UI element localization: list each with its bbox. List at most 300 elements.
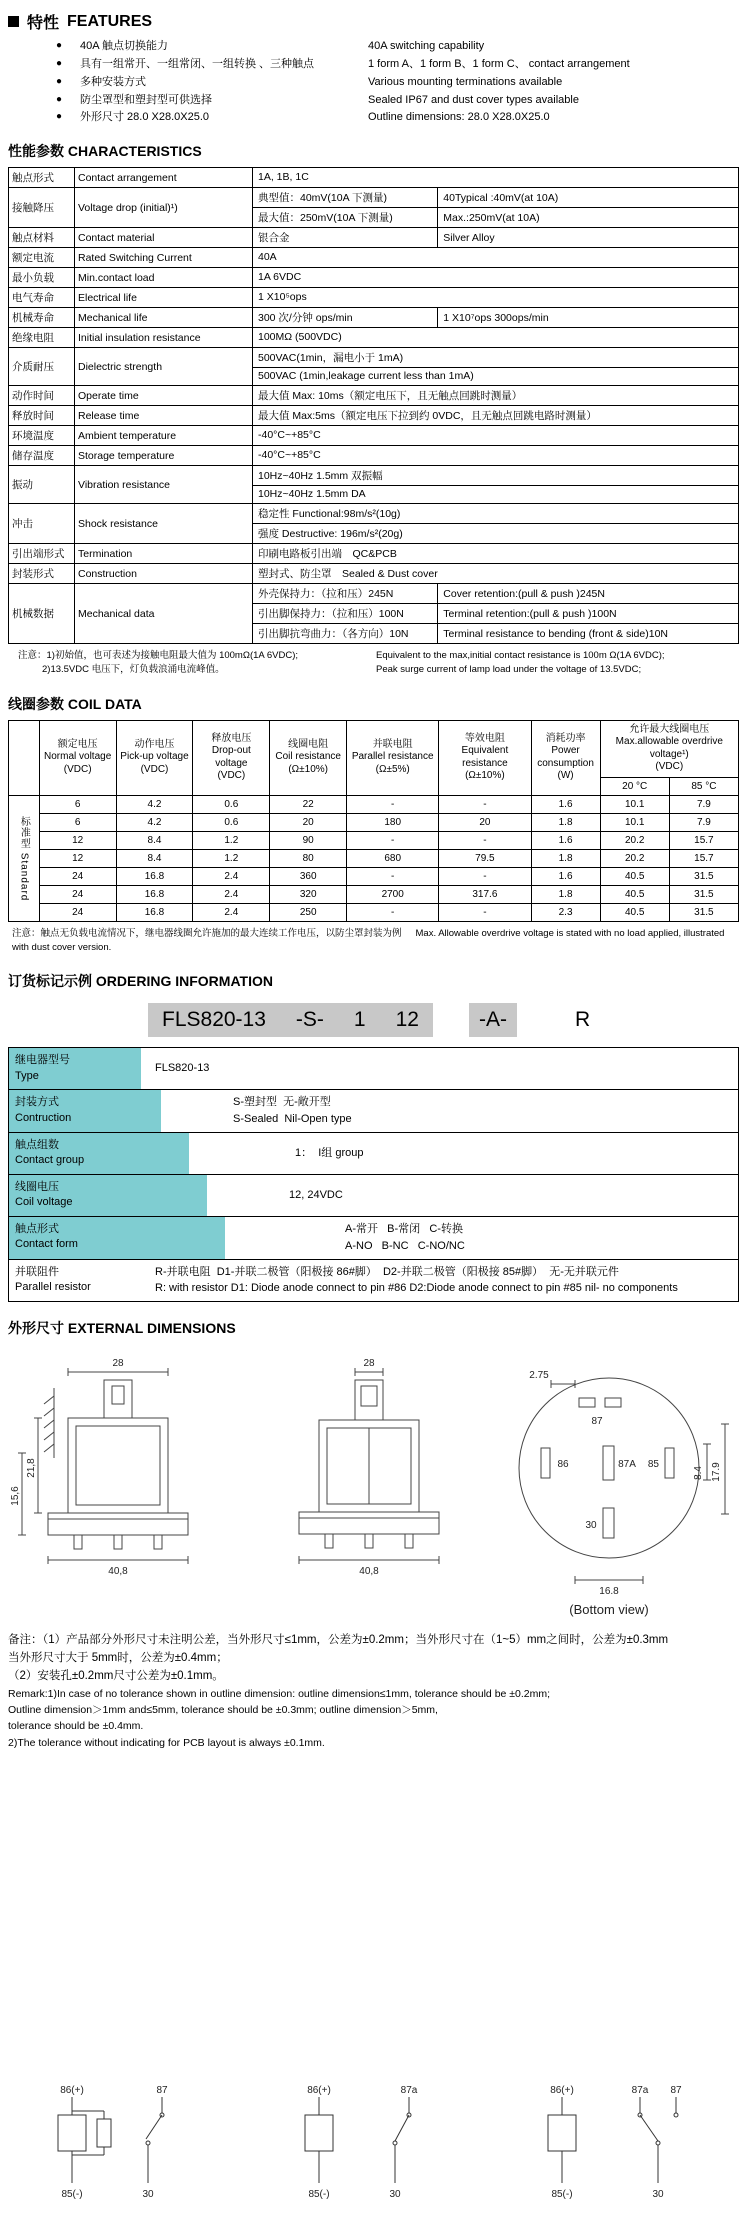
value-right: Silver Alloy [437, 228, 499, 247]
ordering-row-value [161, 1090, 738, 1132]
param-value-line [253, 249, 738, 267]
ordering-value-line: FLS820-13 [155, 1062, 210, 1075]
param-name-en: Contact arrangement [75, 168, 253, 188]
note-text-en: Equivalent to the max,initial contact resistance is 100m Ω(1A 6VDC); [376, 650, 665, 662]
ordering-value-line: 1： I组 group [295, 1146, 364, 1159]
coil-value: 16.8 [116, 867, 193, 885]
feature-text-cn: 40A 触点切换能力 [80, 40, 169, 52]
coil-value: 7.9 [669, 813, 738, 831]
feature-text-en: Outline dimensions: 28.0 X28.0X25.0 [368, 111, 550, 124]
coil-value: 680 [347, 849, 439, 867]
param-value-line [253, 564, 738, 583]
value-left: 典型值：40mV(10A 下测量) [258, 192, 387, 205]
param-value-line [253, 544, 738, 563]
value-left: -40°C~+85°C [258, 448, 321, 461]
coil-body [9, 795, 739, 921]
coil-group-text: 标准型 Standard [18, 815, 30, 901]
coil-value: 6 [39, 813, 116, 831]
param-value-line [253, 207, 738, 227]
coil-value: 16.8 [116, 885, 193, 903]
param-name-cn: 触点形式 [9, 168, 75, 188]
bullet-icon: ● [56, 93, 63, 105]
value-left: 稳定性 Functional:98m/s²(10g) [258, 508, 401, 521]
value-left: 最大值：250mV(10A 下测量) [258, 212, 393, 225]
front-view-drawing [8, 1348, 258, 1620]
ordering-row-value [149, 1260, 738, 1302]
value-left: 强度 Destructive: 196m/s²(20g) [258, 528, 403, 541]
remarks: 备注：（1）产品部分外形尺寸未注明公差，当外形尺寸≤1mm，公差为±0.2mm；当外形尺寸在（1~5）mm之间时，公差为±0.3mm 当外形尺寸大于 5mm时，公差为±0.4mm； （2）安装孔±0.2mm尺寸公差为±0.1mm。 Remark:1)In case of no tolerance shown in outline dimension: outline dimension≤1mm, tolerance should be ±0.2mm; Outline dimension＞1mm and≤5mm, tolerance should be ±0.3mm; outline dimension＞5mm, tolerance should be ±0.4mm. 2)The tolerance without indicating for PCB layout is always ±0.1mm. [8, 1634, 669, 1749]
coil-value: 8.4 [116, 849, 193, 867]
coil-value: 12 [39, 831, 116, 849]
bullet-icon: ● [56, 75, 63, 87]
param-name-en: Ambient temperature [75, 426, 253, 446]
features-title-cn: 特性 [27, 15, 60, 32]
param-name-en: Rated Switching Current [75, 248, 253, 268]
value-left: 最大值 Max:5ms（额定电压下拉到约 0VDC，且无触点回跳电路时测量） [258, 410, 597, 423]
coil-value: 2.4 [193, 885, 270, 903]
param-value-line [253, 485, 738, 503]
characteristics-row [9, 328, 739, 348]
param-value-line [253, 406, 738, 425]
feature-text-en: 40A switching capability [368, 40, 485, 52]
note-line [18, 649, 739, 663]
coil-value: 20.2 [600, 849, 669, 867]
ordering-rows [8, 1047, 739, 1302]
ordering-row-label [9, 1133, 189, 1174]
coil-value: 180 [347, 813, 439, 831]
param-name-en: Contact material [75, 228, 253, 248]
dim-front-left-lower: 15,6 [10, 1486, 21, 1507]
coil-value: 24 [39, 885, 116, 903]
characteristics-row [9, 308, 739, 328]
param-value-line [253, 466, 738, 485]
note-text-cn: 注意：1)初始值，也可表述为接触电阻最大值为 100mΩ(1A 6VDC); [18, 650, 298, 662]
value-left: 外壳保持力：（拉和压）245N [258, 588, 394, 601]
coil-value: 90 [270, 831, 347, 849]
ordering-code [148, 1003, 739, 1037]
coil-value: 317.6 [439, 885, 531, 903]
coil-value: - [347, 867, 439, 885]
dimensions-heading: 外形尺寸 EXTERNAL DIMENSIONS [8, 1320, 236, 1337]
param-value [253, 228, 739, 248]
param-value-line [253, 427, 738, 445]
dim-side-top: 28 [362, 1358, 375, 1370]
param-value [253, 426, 739, 446]
characteristics-row [9, 426, 739, 446]
feature-text-cn: 防尘罩型和塑封型可供选择 [80, 93, 212, 106]
features-title-en: FEATURES [67, 12, 153, 30]
coil-value: - [347, 795, 439, 813]
common-label: 30 [142, 2188, 154, 2200]
feature-text-en: Various mounting terminations available [368, 75, 563, 88]
characteristics-body [9, 168, 739, 644]
characteristics-row [9, 386, 739, 406]
coil-value: 360 [270, 867, 347, 885]
side-view-drawing [269, 1348, 469, 1620]
dim-bottomview-right-upper: 8.4 [693, 1466, 704, 1481]
value-left: 1 X10⁵ops [258, 290, 307, 303]
coil-value: 6 [39, 795, 116, 813]
param-name-cn: 引出端形式 [9, 544, 75, 564]
coil-value: 31.5 [669, 867, 738, 885]
coil-value: - [439, 795, 531, 813]
ordering-value-line: A-NO B-NC C-NO/NC [345, 1239, 465, 1252]
characteristics-row [9, 228, 739, 248]
characteristics-row [9, 564, 739, 584]
param-name-cn: 绝缘电阻 [9, 328, 75, 348]
coil-minus-label: 85(-) [551, 2188, 573, 2200]
value-left: 100MΩ (500VDC) [258, 330, 342, 343]
characteristics-row [9, 504, 739, 544]
param-value [253, 584, 739, 644]
param-name-en: Shock resistance [75, 504, 253, 544]
dim-front-left-upper: 21,8 [26, 1458, 37, 1479]
param-name-en: Mechanical data [75, 584, 253, 644]
param-value-line [253, 228, 738, 247]
coil-header-normal: 额定电压 Normal voltage (VDC) [39, 720, 116, 795]
wiring-diagram-form-a-resistor [34, 2081, 219, 2206]
coil-value: 0.6 [193, 813, 270, 831]
param-value [253, 406, 739, 426]
coil-plus-label: 86(+) [60, 2084, 84, 2096]
dim-bottomview-right: 17.9 [711, 1462, 722, 1483]
characteristics-row [9, 188, 739, 228]
param-value-line [253, 603, 738, 623]
features-list [8, 39, 739, 125]
value-left: 引出脚保持力：（拉和压）100N [258, 608, 404, 621]
param-name-en: Operate time [75, 386, 253, 406]
value-right: Max.:250mV(at 10A) [437, 208, 544, 227]
coil-row [9, 903, 739, 921]
coil-header-resistance: 线圈电阻 Coil resistance (Ω±10%) [270, 720, 347, 795]
coil-value: 22 [270, 795, 347, 813]
param-name-en: Initial insulation resistance [75, 328, 253, 348]
ordering-value-line: S-塑封型 无-敞开型 [233, 1096, 331, 1109]
coil-header-parallel: 并联电阻 Parallel resistance (Ω±5%) [347, 720, 439, 795]
coil-value: 79.5 [439, 849, 531, 867]
ordering-row-value [207, 1175, 738, 1216]
coil-value: 40.5 [600, 885, 669, 903]
param-value-line [253, 447, 738, 465]
param-name-cn: 动作时间 [9, 386, 75, 406]
dim-bottomview-top: 2.75 [529, 1370, 549, 1382]
coil-value: 15.7 [669, 831, 738, 849]
coil-value: 20 [439, 813, 531, 831]
code-segment-type: FLS820-13 [162, 1008, 266, 1032]
coil-value: 20.2 [600, 831, 669, 849]
pin-label-85: 85 [647, 1459, 659, 1471]
coil-value: 2.3 [531, 903, 600, 921]
param-value-line [253, 269, 738, 287]
wiring-diagram-form-b [281, 2081, 466, 2206]
characteristics-row [9, 248, 739, 268]
coil-value: 8.4 [116, 831, 193, 849]
value-left: 10Hz~40Hz 1.5mm 双振幅 [258, 470, 383, 483]
coil-minus-label: 85(-) [61, 2188, 83, 2200]
value-left: 500VAC (1min,leakage current less than 1mA) [258, 370, 474, 383]
ordering-label-cn: 触点形式 [15, 1222, 59, 1235]
param-value-line [253, 523, 738, 543]
ordering-row-label [9, 1175, 207, 1216]
feature-item [56, 39, 739, 54]
coil-row [9, 795, 739, 813]
param-value-line [253, 504, 738, 523]
code-segment-construction: -S- [295, 1008, 324, 1032]
param-value-line [253, 329, 738, 347]
ordering-row-value [141, 1048, 738, 1089]
ordering-row [9, 1133, 738, 1175]
ordering-label-cn: 继电器型号 [15, 1054, 70, 1067]
coil-value: 40.5 [600, 903, 669, 921]
param-name-cn: 触点材料 [9, 228, 75, 248]
value-left: 1A, 1B, 1C [258, 170, 309, 183]
coil-value: - [439, 831, 531, 849]
coil-value: 24 [39, 903, 116, 921]
pin-label-30: 30 [585, 1520, 597, 1532]
coil-value: - [347, 903, 439, 921]
code-segment-form: -A- [469, 1003, 517, 1037]
param-value [253, 328, 739, 348]
value-left: 银合金 [258, 232, 290, 245]
param-value-line [253, 188, 738, 207]
value-left: 40A [258, 250, 277, 263]
ordering-row [9, 1217, 738, 1260]
coil-table [8, 720, 739, 922]
param-value-line [253, 289, 738, 307]
param-value [253, 544, 739, 564]
coil-value: 24 [39, 867, 116, 885]
coil-value: 31.5 [669, 885, 738, 903]
param-name-en: Vibration resistance [75, 466, 253, 504]
note-text-cn: 2)13.5VDC 电压下，灯负载浪涌电流峰值。 [42, 664, 225, 676]
param-value [253, 386, 739, 406]
coil-value: 1.6 [531, 831, 600, 849]
param-value [253, 308, 739, 328]
coil-header-pickup: 动作电压 Pick-up voltage (VDC) [116, 720, 193, 795]
coil-header-dropout: 释放电压 Drop-out voltage (VDC) [193, 720, 270, 795]
feature-text-cn: 外形尺寸 28.0 X28.0X25.0 [80, 111, 210, 124]
coil-value: 16.8 [116, 903, 193, 921]
feature-text-cn: 多种安装方式 [80, 75, 146, 88]
dim-side-bottom: 40,8 [358, 1566, 379, 1578]
param-name-cn: 介质耐压 [9, 348, 75, 386]
coil-value: 1.8 [531, 849, 600, 867]
ordering-row-value [189, 1133, 738, 1174]
param-name-cn: 释放时间 [9, 406, 75, 426]
feature-item [56, 75, 739, 90]
param-value-line [253, 367, 738, 385]
value-left: 10Hz~40Hz 1.5mm DA [258, 488, 366, 501]
feature-text-cn: 具有一组常开、一组常闭、一组转换 、三种触点 [80, 57, 315, 70]
note-text-en: Peak surge current of lamp load under the voltage of 13.5VDC; [376, 664, 642, 676]
characteristics-table [8, 167, 739, 644]
contact-label: 87a [400, 2084, 418, 2096]
ordering-label-cn: 线圈电压 [15, 1180, 59, 1193]
value-left: 引出脚抗弯曲力：（各方向）10N [258, 628, 409, 641]
param-name-cn: 冲击 [9, 504, 75, 544]
coil-value: 80 [270, 849, 347, 867]
coil-value: 10.1 [600, 813, 669, 831]
ordering-heading: 订货标记示例 ORDERING INFORMATION [8, 973, 273, 990]
coil-value: 7.9 [669, 795, 738, 813]
feature-item [56, 57, 739, 72]
characteristics-row [9, 288, 739, 308]
features-heading [8, 10, 739, 33]
feature-text-en: Sealed IP67 and dust cover types available [368, 93, 579, 106]
ordering-label-en: Contact form [15, 1238, 78, 1251]
wiring-diagrams [8, 2081, 739, 2206]
coil-header-85c: 85 °C [669, 777, 738, 795]
characteristics-row [9, 446, 739, 466]
dim-front-top: 28 [112, 1358, 124, 1370]
coil-value: 10.1 [600, 795, 669, 813]
value-left: 500VAC(1min，漏电小于 1mA) [258, 352, 404, 365]
ordering-label-cn: 触点组数 [15, 1138, 59, 1151]
param-name-en: Construction [75, 564, 253, 584]
param-value-line [253, 386, 738, 405]
dim-front-bottom: 40,8 [108, 1566, 128, 1578]
coil-row [9, 831, 739, 849]
coil-value: 20 [270, 813, 347, 831]
value-left: 塑封式、防尘罩 Sealed & Dust cover [258, 568, 438, 581]
bullet-icon: ● [56, 40, 63, 51]
coil-value: 4.2 [116, 813, 193, 831]
coil-plus-label: 86(+) [550, 2084, 574, 2096]
bottom-view-caption: (Bottom view) [569, 1602, 649, 1618]
characteristics-row [9, 406, 739, 426]
param-name-en: Release time [75, 406, 253, 426]
coil-heading: 线圈参数 COIL DATA [8, 695, 142, 712]
param-value-line [253, 348, 738, 367]
value-right: 1 X10⁷ops 300ops/min [437, 308, 553, 327]
coil-row [9, 885, 739, 903]
param-name-cn: 振动 [9, 466, 75, 504]
ordering-row-label [9, 1048, 141, 1089]
param-value-line [253, 169, 738, 187]
param-value [253, 504, 739, 544]
ordering-value-line: 12, 24VDC [289, 1188, 343, 1201]
param-value [253, 188, 739, 228]
value-left: 印刷电路板引出端 QC&PCB [258, 548, 397, 561]
coil-value: - [439, 903, 531, 921]
ordering-label-en: Contruction [15, 1111, 72, 1124]
param-value [253, 168, 739, 188]
param-value [253, 248, 739, 268]
coil-value: - [347, 831, 439, 849]
ordering-row-label [9, 1217, 225, 1259]
nc-contact-label: 87a [631, 2084, 649, 2096]
param-value [253, 466, 739, 504]
param-value [253, 564, 739, 584]
coil-note: 注意：触点无负载电流情况下，继电器线圈允许施加的最大连续工作电压，以防尘罩封装为例 Max. Allowable overdrive voltage is stated with no load applied, illustrated with dust cover version. [12, 927, 725, 953]
bottom-view-drawing [479, 1348, 739, 1620]
coil-value: 1.2 [193, 849, 270, 867]
coil-value: 1.6 [531, 795, 600, 813]
coil-value: 1.6 [531, 867, 600, 885]
coil-row [9, 849, 739, 867]
param-name-cn: 储存温度 [9, 446, 75, 466]
dimension-drawings [8, 1348, 739, 1620]
no-contact-label: 87 [670, 2084, 682, 2096]
coil-value: - [439, 867, 531, 885]
param-value-line [253, 584, 738, 603]
param-value-line [253, 308, 738, 327]
coil-value: 4.2 [116, 795, 193, 813]
ordering-value-line: R-并联电阻 D1-并联二极管（阳极接 86#脚） D2-并联二极管（阳极接 85#脚） 无-无并联元件 [155, 1265, 619, 1278]
coil-header-20c: 20 °C [600, 777, 669, 795]
param-name-en: Electrical life [75, 288, 253, 308]
param-name-en: Dielectric strength [75, 348, 253, 386]
ordering-row-value [225, 1217, 738, 1259]
param-name-cn: 环境温度 [9, 426, 75, 446]
param-name-en: Mechanical life [75, 308, 253, 328]
param-name-en: Storage temperature [75, 446, 253, 466]
ordering-label-cn: 并联阻件 [15, 1265, 59, 1278]
coil-group-label [9, 795, 40, 921]
characteristics-heading: 性能参数 CHARACTERISTICS [8, 143, 202, 160]
coil-value: 31.5 [669, 903, 738, 921]
square-bullet-icon [8, 16, 19, 27]
characteristics-notes [18, 649, 739, 678]
ordering-row [9, 1175, 738, 1217]
code-segment-resistor: R [574, 1008, 591, 1032]
wiring-diagram-form-c [528, 2081, 713, 2206]
param-name-cn: 最小负载 [9, 268, 75, 288]
ordering-label-en: Coil voltage [15, 1196, 73, 1209]
ordering-row [9, 1260, 738, 1303]
characteristics-row [9, 544, 739, 564]
param-name-cn: 电气寿命 [9, 288, 75, 308]
param-name-cn: 接触降压 [9, 188, 75, 228]
bullet-icon: ● [56, 57, 63, 69]
pin-label-87: 87 [591, 1416, 603, 1428]
value-right: 40Typical :40mV(at 10A) [437, 188, 563, 207]
ordering-row [9, 1048, 738, 1090]
coil-row [9, 813, 739, 831]
coil-value: 12 [39, 849, 116, 867]
ordering-value-line: S-Sealed Nil-Open type [233, 1113, 352, 1126]
characteristics-row [9, 584, 739, 644]
param-name-cn: 额定电流 [9, 248, 75, 268]
param-name-en: Termination [75, 544, 253, 564]
ordering-label-en: Type [15, 1069, 39, 1082]
contact-label: 87 [156, 2084, 168, 2096]
common-label: 30 [389, 2188, 401, 2200]
param-value [253, 446, 739, 466]
common-label: 30 [652, 2188, 664, 2200]
feature-text-en: 1 form A、1 form B、1 form C、 contact arrangement [368, 57, 630, 70]
param-value [253, 348, 739, 386]
coil-value: 2.4 [193, 867, 270, 885]
pin-label-86: 86 [557, 1459, 569, 1471]
value-left: 最大值 Max: 10ms（额定电压下，且无触点回跳时测量） [258, 390, 523, 403]
coil-value: 320 [270, 885, 347, 903]
coil-value: 1.8 [531, 813, 600, 831]
dim-bottomview-bottom: 16.8 [599, 1586, 619, 1598]
note-line [18, 663, 739, 677]
coil-header-equivalent: 等效电阻 Equivalent resistance (Ω±10%) [439, 720, 531, 795]
value-left: -40°C~+85°C [258, 428, 321, 441]
ordering-label-en: Parallel resistor [15, 1280, 91, 1293]
ordering-row-label [9, 1260, 149, 1302]
characteristics-row [9, 268, 739, 288]
coil-header-power: 消耗功率 Power consumption (W) [531, 720, 600, 795]
coil-value: 1.2 [193, 831, 270, 849]
param-value-line [253, 623, 738, 643]
characteristics-row [9, 348, 739, 386]
ordering-row-label [9, 1090, 161, 1132]
ordering-row [9, 1090, 738, 1133]
